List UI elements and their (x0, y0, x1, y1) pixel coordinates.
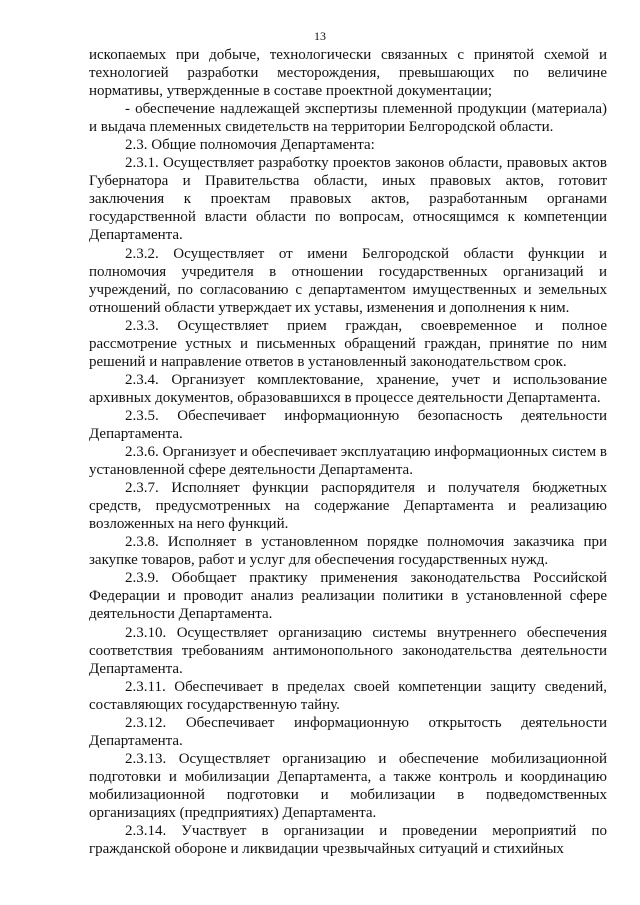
paragraph: 2.3.3. Осуществляет прием граждан, своевременное и полное рассмотрение устных и письменных обращений граждан, принятие по ним решений и направление ответов в установленный законодательством срок. (89, 317, 607, 370)
paragraph: 2.3.5. Обеспечивает информационную безопасность деятельности Департамента. (89, 407, 607, 442)
paragraph: 2.3.4. Организует комплектование, хранение, учет и использование архивных документов, образовавшихся в процессе деятельности Департамента. (89, 371, 607, 406)
section-heading: 2.3. Общие полномочия Департамента: (125, 137, 375, 154)
paragraph: 2.3.7. Исполняет функции распорядителя и получателя бюджетных средств, предусмотренных на содержание Департамента и реализацию возложенных на него функций. (89, 480, 607, 533)
paragraph: 2.3.10. Осуществляет организацию системы внутреннего обеспечения соответствия требованиям антимонопольного законодательства деятельности Департамента. (89, 624, 607, 677)
paragraph: 2.3.6. Организует и обеспечивает эксплуатацию информационных систем в установленной сфере деятельности Департамента. (89, 444, 607, 479)
page-number: 13 (314, 29, 326, 43)
paragraph: 2.3.8. Исполняет в установленном порядке полномочия заказчика при закупке товаров, работ и услуг для обеспечения государственных нужд. (89, 534, 607, 569)
paragraph: 2.3.2. Осуществляет от имени Белгородской области функции и полномочия учредителя в отношении государственных организаций и учреждений, по согласованию с департаментом имущественных и земельных отношений области утверждает их уставы, изменения и дополнения к ним. (89, 245, 607, 316)
paragraph: ископаемых при добыче, технологически связанных с принятой схемой и технологией разработки месторождения, превышающих по величине нормативы, утвержденные в составе проектной документации; (89, 47, 607, 100)
paragraph: 2.3.13. Осуществляет организацию и обеспечение мобилизационной подготовки и мобилизации Департамента, а также контроль и координацию мобилизационной подготовки и мобилизации в подведомственных организациях (предприятиях) Департамента. (89, 750, 607, 821)
paragraph: 2.3.12. Обеспечивает информационную открытость деятельности Департамента. (89, 714, 607, 749)
paragraph: - обеспечение надлежащей экспертизы племенной продукции (материала) и выдача племенных свидетельств на территории Белгородской области. (89, 101, 607, 136)
document-body (89, 46, 607, 858)
paragraph: 2.3.1. Осуществляет разработку проектов законов области, правовых актов Губернатора и Правительства области, иных правовых актов, готовит заключения к проектам правовых актов, разработанным органами государственной власти области по вопросам, относящимся к компетенции Департамента. (89, 155, 607, 244)
paragraph: 2.3.9. Обобщает практику применения законодательства Российской Федерации и проводит анализ реализации политики в установленной сфере деятельности Департамента. (89, 570, 607, 623)
paragraph: 2.3.14. Участвует в организации и проведении мероприятий по гражданской обороне и ликвидации чрезвычайных ситуаций и стихийных (89, 823, 607, 858)
paragraph: 2.3.11. Обеспечивает в пределах своей компетенции защиту сведений, составляющих государственную тайну. (89, 678, 607, 713)
